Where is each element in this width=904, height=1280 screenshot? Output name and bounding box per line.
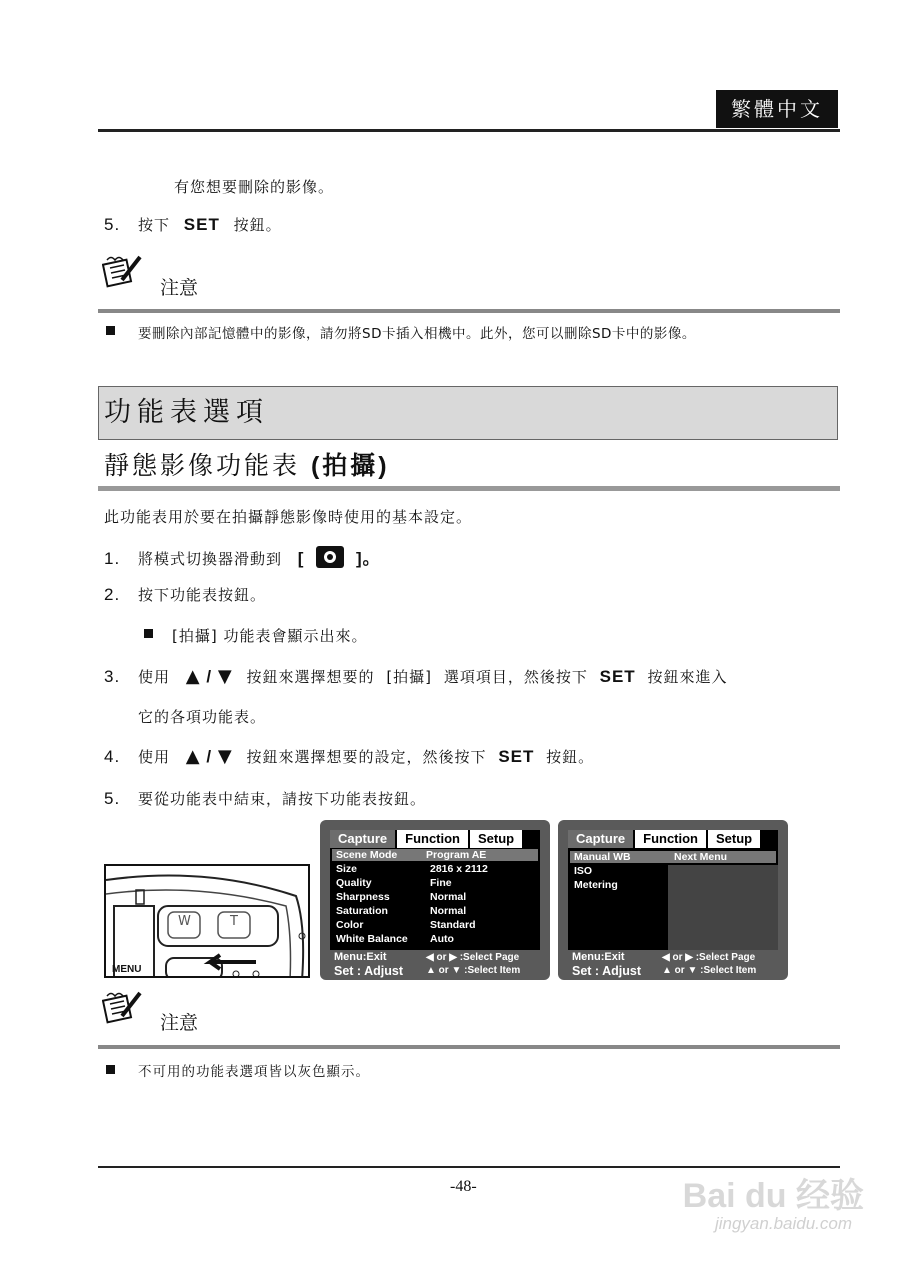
bullet-square — [144, 629, 153, 638]
step-number: 5. — [104, 215, 121, 234]
subsection-title — [104, 446, 390, 482]
step-5-top — [104, 214, 282, 235]
step-4 — [104, 746, 594, 767]
menu-row — [574, 865, 592, 877]
step-number: 4. — [104, 747, 121, 766]
capture-menu-screen-2 — [558, 820, 788, 980]
menu-label: Sharpness — [336, 891, 390, 903]
section-title: 功能表選項 — [104, 397, 269, 428]
intro-text: 此功能表用於要在拍攝靜態影像時使用的基本設定。 — [104, 508, 473, 526]
step-2 — [104, 584, 266, 605]
step-1 — [104, 544, 381, 569]
menu-item-hint: ▲ or ▼ :Select Item — [426, 965, 521, 976]
step-3 — [104, 666, 727, 687]
menu-row — [336, 905, 467, 917]
menu-label: Metering — [574, 879, 618, 891]
subsection-title-paren: (拍攝) — [310, 452, 390, 480]
menu-page-hint: ◀ or ▶ :Select Page — [662, 952, 756, 963]
menu-row — [336, 919, 476, 931]
step-text: 要從功能表中結束，請按下功能表按鈕。 — [137, 790, 426, 808]
set-key-label: SET — [599, 667, 636, 686]
step-5 — [104, 788, 426, 809]
step-text: 按下 — [137, 216, 170, 234]
menu-value: Normal — [430, 905, 467, 917]
step-text: 將模式切換器滑動到 — [137, 550, 282, 568]
menu-tabs — [330, 830, 524, 848]
menu-row — [332, 849, 538, 861]
menu-row — [336, 877, 452, 889]
language-tab: 繁體中文 — [716, 90, 838, 128]
step-number: 3. — [104, 667, 121, 686]
menu-value: Program AE — [426, 849, 487, 861]
menu-label: Quality — [336, 877, 372, 889]
note-title: 注意 — [160, 1012, 199, 1034]
menu-value: 2816 x 2112 — [430, 863, 488, 875]
menu-page-hint: ◀ or ▶ :Select Page — [426, 952, 520, 963]
note-item: 要刪除內部記憶體中的影像，請勿將SD卡插入相機中。此外，您可以刪除SD卡中的影像。 — [138, 326, 696, 342]
tab-setup: Setup — [470, 830, 524, 848]
menu-label: Size — [336, 863, 358, 875]
menu-item-hint: ▲ or ▼ :Select Item — [662, 965, 757, 976]
menu-row — [336, 933, 454, 945]
menu-label: Scene Mode — [336, 849, 398, 861]
capture-menu-screen — [320, 820, 550, 980]
menu-row — [336, 863, 488, 875]
menu-panel — [330, 830, 540, 950]
step-text: 按鈕來進入 — [647, 668, 728, 686]
step-text: 選項項目，然後按下 — [443, 668, 588, 686]
note-pencil-icon — [102, 254, 142, 288]
menu-exit-hint: Menu:Exit — [334, 951, 387, 963]
zoom-w-label: W — [178, 914, 191, 929]
up-arrow-icon: ▲ — [185, 666, 201, 687]
step-number: 1. — [104, 549, 121, 568]
tab-capture: Capture — [330, 830, 397, 848]
menu-label: White Balance — [336, 933, 408, 945]
step-3-cont: 它的各項功能表。 — [138, 708, 267, 726]
menu-value: Fine — [430, 877, 452, 889]
menu-value: Auto — [430, 933, 454, 945]
step-2-sub: [拍攝] 功能表會顯示出來。 — [172, 627, 368, 645]
tab-setup: Setup — [708, 830, 762, 848]
tab-function: Function — [635, 830, 708, 848]
menu-row — [336, 891, 467, 903]
step-text: 使用 — [137, 748, 170, 766]
step-text: 使用 — [137, 668, 170, 686]
slash: / — [206, 667, 213, 686]
step-text: 按鈕。 — [546, 748, 595, 766]
watermark-logo: Bai du 经验 — [682, 1177, 864, 1215]
menu-tabs — [568, 830, 762, 848]
menu-value-panel — [668, 865, 778, 950]
zoom-t-label: T — [230, 914, 238, 929]
menu-label: ISO — [574, 865, 593, 877]
step-number: 2. — [104, 585, 121, 604]
slash: / — [206, 747, 213, 766]
step-text: 按鈕來選擇想要的 — [246, 668, 375, 686]
menu-adjust-hint: Set : Adjust — [572, 964, 641, 978]
note-title: 注意 — [160, 277, 199, 299]
set-key-label: SET — [498, 747, 535, 766]
camera-mode-icon — [316, 546, 344, 568]
continued-line: 有您想要刪除的影像。 — [174, 178, 335, 196]
subsection-title-text: 靜態影像功能表 — [104, 451, 301, 480]
menu-label: Manual WB — [574, 851, 631, 863]
note-rule — [98, 1045, 840, 1049]
page-number: -48- — [450, 1178, 477, 1195]
menu-value: Normal — [430, 891, 467, 903]
menu-row — [574, 879, 618, 891]
menu-adjust-hint: Set : Adjust — [334, 964, 403, 978]
bullet-square — [106, 326, 115, 335]
camera-back-illustration — [104, 864, 310, 978]
step-text: 按鈕。 — [233, 216, 282, 234]
tab-function: Function — [397, 830, 470, 848]
menu-value: Standard — [430, 919, 476, 931]
note-pencil-icon — [102, 990, 142, 1024]
down-arrow-icon: ▼ — [217, 666, 233, 687]
subsection-rule — [98, 486, 840, 491]
tab-capture: Capture — [568, 830, 635, 848]
header-rule — [98, 129, 840, 132]
menu-exit-hint: Menu:Exit — [572, 951, 625, 963]
step-text: 按鈕來選擇想要的設定，然後按下 — [246, 748, 487, 766]
step-number: 5. — [104, 789, 121, 808]
bracket: [ — [297, 549, 305, 568]
menu-row — [570, 851, 776, 863]
menu-panel — [568, 830, 778, 950]
note-item: 不可用的功能表選項皆以灰色顯示。 — [138, 1064, 370, 1080]
note-rule — [98, 309, 840, 313]
set-key-label: SET — [183, 215, 220, 234]
capture-item-label: [拍攝] — [386, 668, 433, 686]
bullet-square — [106, 1065, 115, 1074]
camera-drawing — [106, 866, 310, 978]
menu-label: Color — [336, 919, 364, 931]
step-text: 按下功能表按鈕。 — [137, 586, 266, 604]
menu-value: Next Menu — [674, 851, 728, 863]
up-arrow-icon: ▲ — [185, 746, 201, 767]
bracket: ]。 — [356, 549, 381, 568]
down-arrow-icon: ▼ — [217, 746, 233, 767]
menu-label: Saturation — [336, 905, 388, 917]
watermark-url: jingyan.baidu.com — [714, 1214, 852, 1233]
menu-button-label: MENU — [112, 964, 142, 975]
